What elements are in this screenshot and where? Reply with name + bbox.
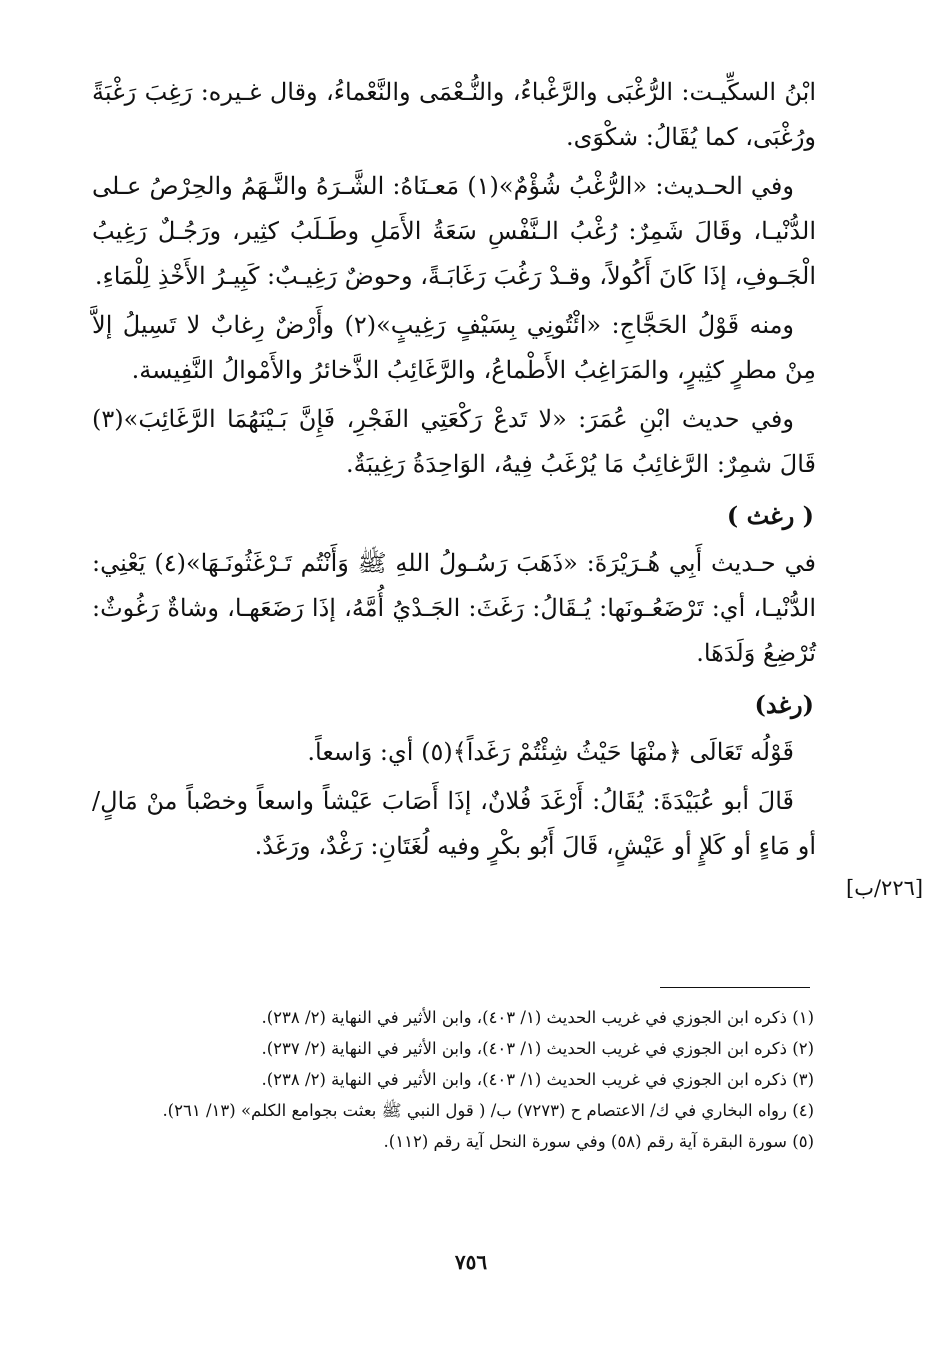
manuscript-folio-ref: [٢٢٦/ب] (846, 876, 924, 900)
paragraph-hadith-raghb: وفي الحـديث: «الرُّغْبُ شُؤْمٌ»(١) مَعـنَاهُ: الشَّـرَهُ والنَّـهَمُ والحِرْصُ عـلى الدُّنْيـا، وقَالَ شَمِرٌ: رُغْبُ الـنَّفْسِ سَعَةُ الأَمَلِ وطَـلَبُ كثِير، ورَجُـلٌ رَغِيبُ الْجَـوفِ، إذَا كَانَ أَكُولاً، وقـدْ رَغُبَ رَغَابَـةً، وحوضٌ رَغِيـبٌ: كَبِيـرُ الأَخْذِ لِلْمَاءِ. (92, 172, 816, 290)
entry-heading-raghad: (رغد) (754, 690, 814, 719)
paragraph-hajjaj: ومنه قَوْلُ الحَجَّاجِ: «ائْتُونِي بِسَيْفٍ رَغِيبٍ»(٢) وأَرْضٌ رِغابٌ لا تَسِيلُ إلاَّ مِنْ مطرٍ كثِيرٍ، والمَرَاغِبُ الأَطْماعُ، والرَّغَائِبُ الذَّخائرُ والأَمْوالُ النَّفِيسة. (92, 311, 816, 384)
footnote-1: (١) ذكره ابن الجوزي في غريب الحديث (١/ ٤٠٣)، وابن الأثير في النهاية (٢/ ٢٣٨). (261, 1008, 814, 1027)
footnotes (92, 1002, 814, 1157)
footnote-separator (660, 987, 810, 988)
paragraph-ibn-sikkit: ابْنُ السكِّيـت: الرُّغْبَى والرَّغْباءُ، والنُّـعْمَى والنَّعْماءُ، وقال غـيره: رَغِبَ رَغْبَةً ورُغْبَى، كما يُقَالُ: شكْوَى. (92, 78, 816, 151)
page-number: ٧٥٦ (454, 1250, 488, 1274)
paragraph-quran-verse: قَوْلُه تَعَالَى ﴿منْهَا حَيْثُ شِئْتُمْ رَغَداً﴾(٥) أي: وَاسعاً. (307, 738, 794, 766)
paragraph-ibn-umar: وفي حديث ابْنِ عُمَرَ: «لا تَدعْ رَكْعَتِي الفَجْرِ، فَإِنَّ بَـيْنَهُمَا الرَّغَائِبَ»(٣) قَالَ شمِرٌ: الرَّغائِبُ مَا يُرْغَبُ فِيهُ، الوَاحِدَةُ رَغِيبَةٌ. (92, 405, 816, 478)
main-text (92, 70, 816, 873)
footnote-2: (٢) ذكره ابن الجوزي في غريب الحديث (١/ ٤٠٣)، وابن الأثير في النهاية (٢/ ٢٣٧). (261, 1039, 814, 1058)
footnote-4: (٤) رواه البخاري في ك/ الاعتصام ح (٧٢٧٣) ب/ ( قول النبي ﷺ بعثت بجوامع الكلم» (١٣/ ٢٦١). (162, 1101, 814, 1120)
footnote-5: (٥) سورة البقرة آية رقم (٥٨) وفي سورة النحل آية رقم (١١٢). (383, 1132, 814, 1151)
entry-heading-raghath: ( رغث ) (726, 501, 814, 530)
paragraph-abu-hurayra: في حـديث أَبِي هُـرَيْرَةَ: «ذَهَبَ رَسُـولُ اللهِ ﷺ وَأَنْتُم تَـرْغَثُونَـهَا»(٤) يَعْنِي: الدُّنْيـا، أي: تَرْضَعُـونَها: يُـقَالُ: رَغَثَ: الجَـدْيُ أُمَّهُ، إذَا رَضَعَهـا، وشاةٌ رَغُوثٌ: تُرْضِعُ وَلَدَهَا. (92, 549, 816, 667)
footnote-3: (٣) ذكره ابن الجوزي في غريب الحديث (١/ ٤٠٣)، وابن الأثير في النهاية (٢/ ٢٣٨). (261, 1070, 814, 1089)
paragraph-abu-ubayda: قَالَ أبو عُبَيْدَةَ: يُقَالُ: أَرْغَدَ فُلانٌ، إذَا أَصَابَ عَيْشاً واسعاً وخصْباً منْ مَالٍ/ أو مَاءٍ أو كَلإٍ أو عَيْشٍ، قَالَ أَبُو بكْرٍ وفيه لُغَتَانِ: رَغْدٌ، ورَغَدٌ. (92, 787, 816, 860)
